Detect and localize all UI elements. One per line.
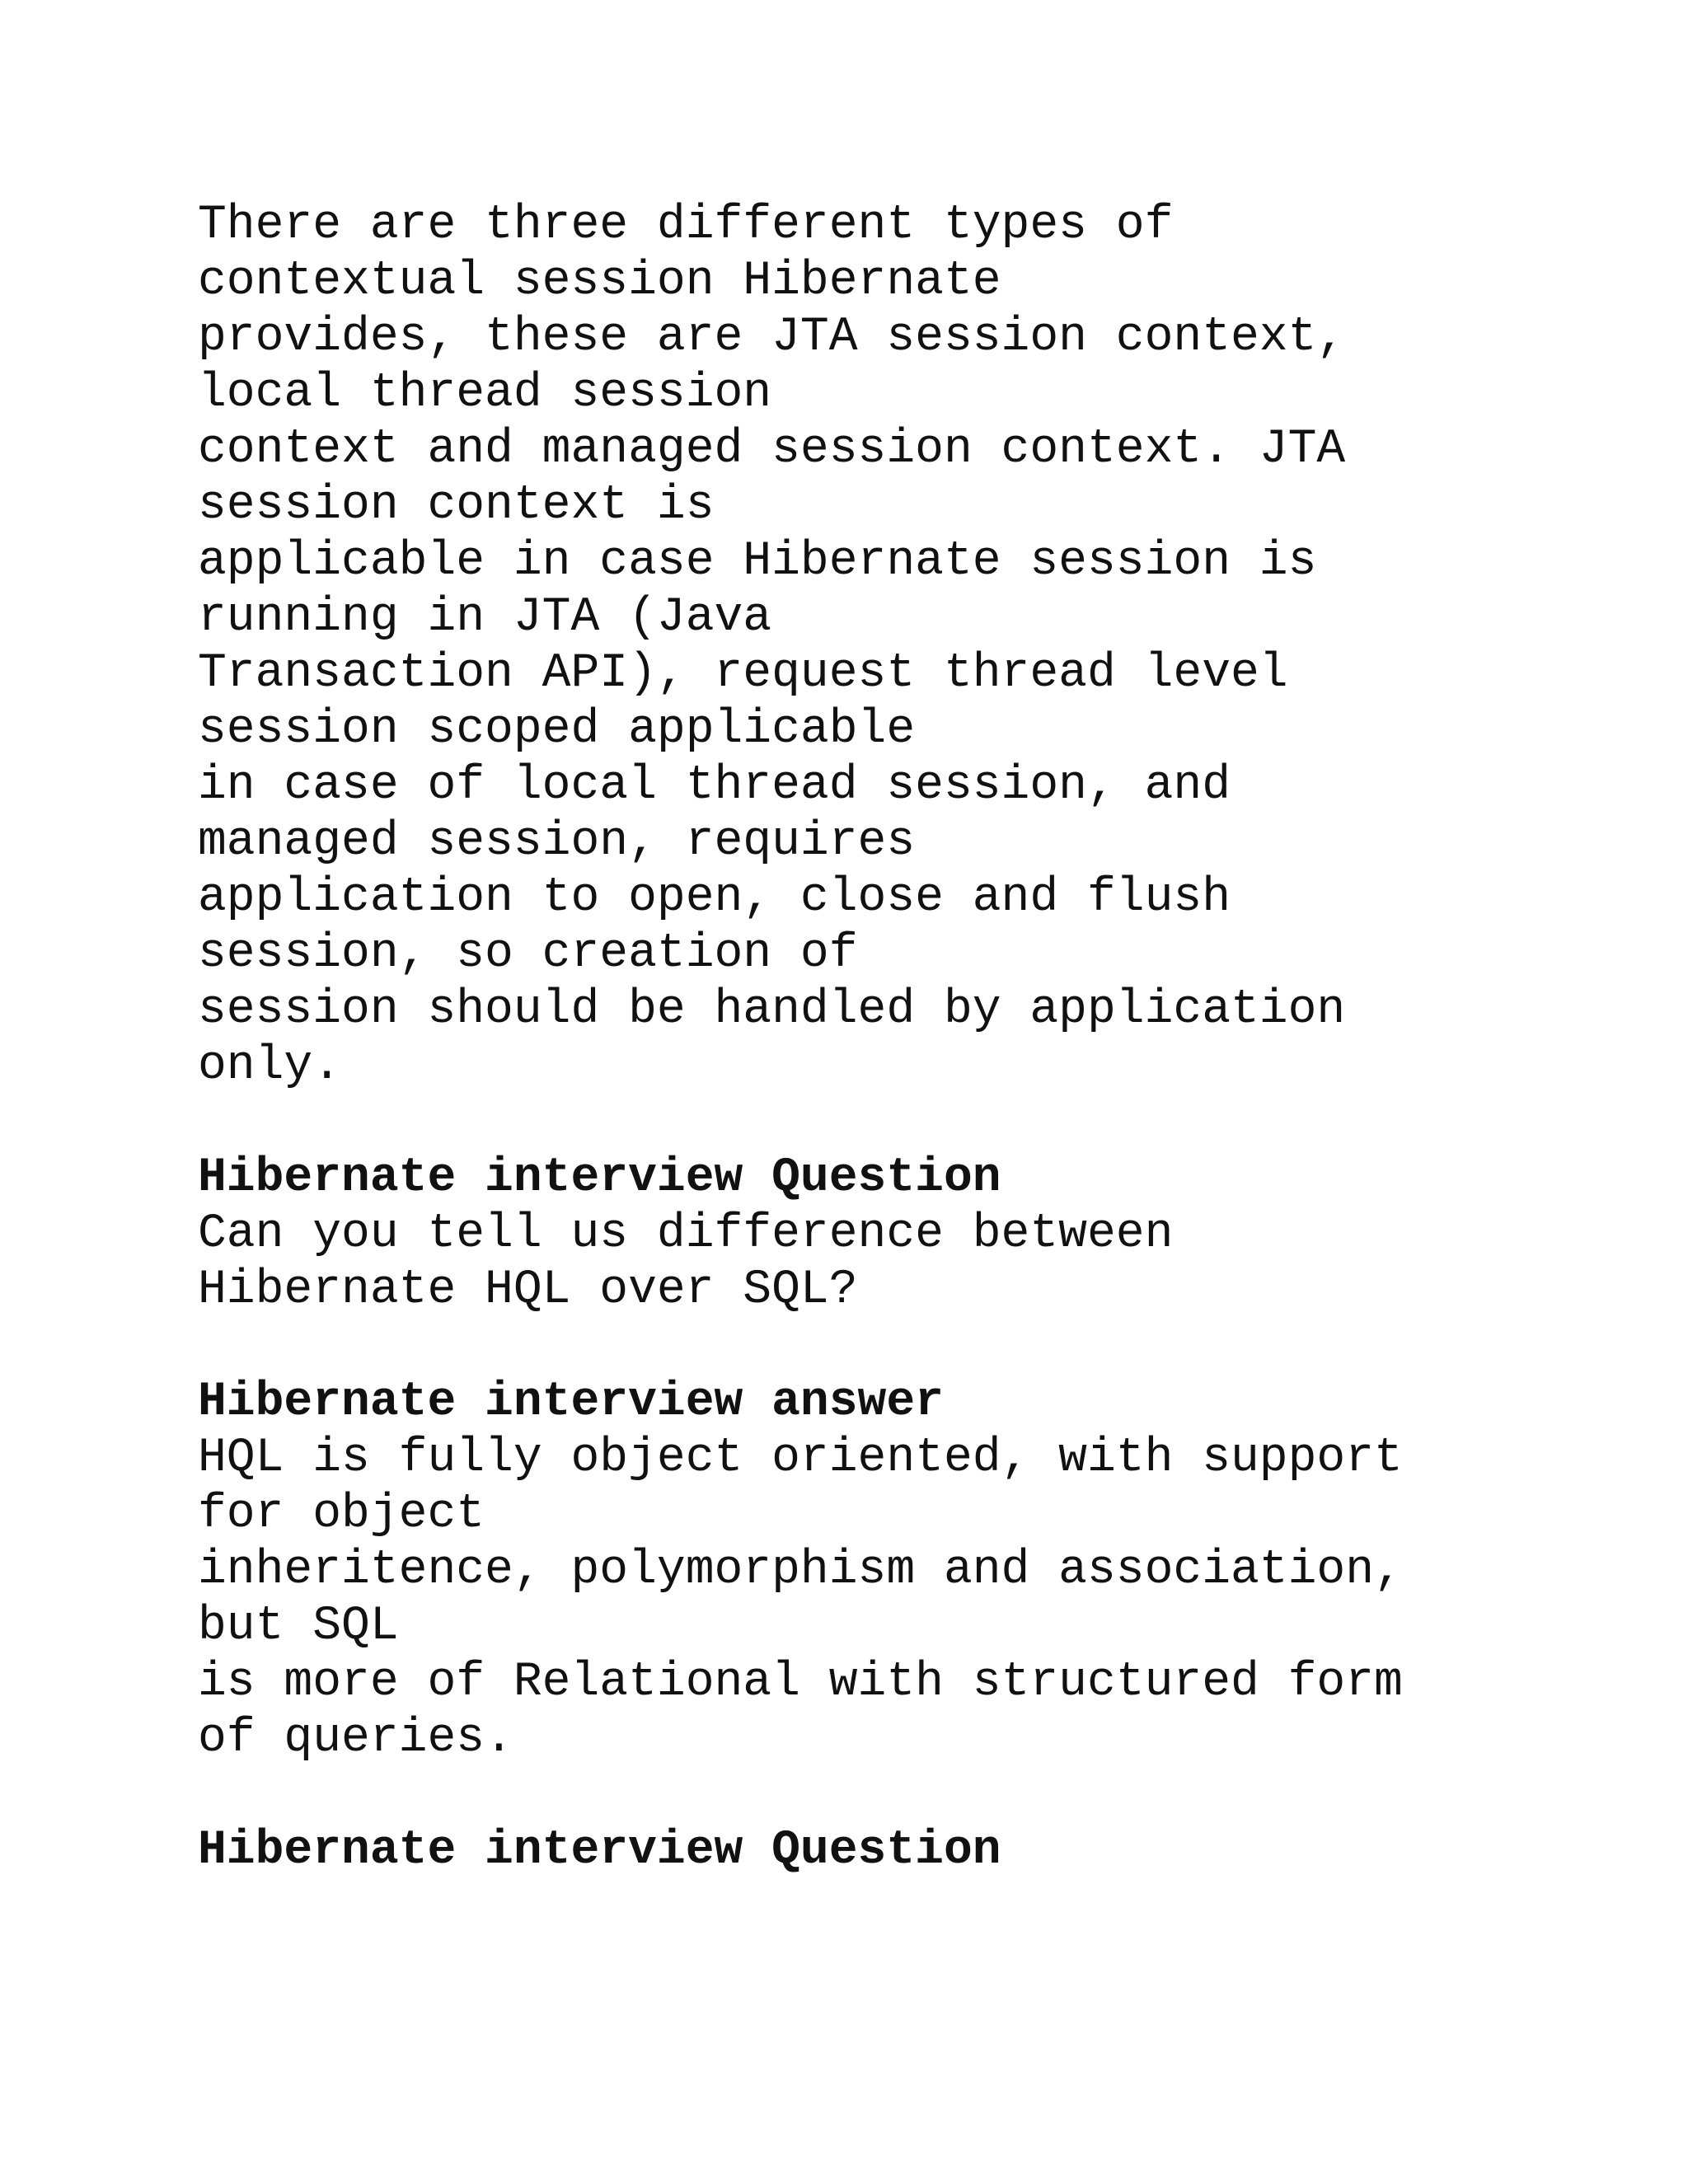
paragraph-line: session context is — [198, 479, 715, 532]
question-section — [198, 1823, 1665, 1879]
answer-heading: Hibernate interview answer — [198, 1376, 944, 1429]
paragraph-line: session should be handled by application — [198, 983, 1346, 1037]
paragraph-line: managed session, requires — [198, 815, 916, 869]
answer-line: inheritence, polymorphism and association, — [198, 1544, 1403, 1597]
answer-line: is more of Relational with structured form — [198, 1656, 1403, 1709]
paragraph-line: provides, these are JTA session context, — [198, 311, 1346, 364]
answer-line: of queries. — [198, 1712, 513, 1765]
question-line: Hibernate HQL over SQL? — [198, 1263, 858, 1317]
paragraph-line: Transaction API), request thread level — [198, 647, 1288, 701]
paragraph-spacer — [198, 1094, 1665, 1151]
answer-line: but SQL — [198, 1600, 399, 1653]
answer-line: for object — [198, 1488, 485, 1541]
question-line: Can you tell us difference between — [198, 1207, 1174, 1261]
question-section — [198, 1151, 1665, 1319]
paragraph-line: contextual session Hibernate — [198, 255, 1001, 308]
intro-paragraph — [198, 198, 1665, 1094]
paragraph-line: in case of local thread session, and — [198, 759, 1231, 813]
paragraph-line: application to open, close and flush — [198, 871, 1231, 925]
paragraph-line: context and managed session context. JTA — [198, 423, 1346, 476]
paragraph-spacer — [198, 1767, 1665, 1823]
paragraph-line: session scoped applicable — [198, 703, 916, 757]
answer-section — [198, 1375, 1665, 1767]
paragraph-line: only. — [198, 1039, 342, 1093]
paragraph-line: local thread session — [198, 367, 772, 420]
question-heading: Hibernate interview Question — [198, 1824, 1001, 1877]
paragraph-line: applicable in case Hibernate session is — [198, 535, 1317, 588]
paragraph-line: session, so creation of — [198, 927, 858, 981]
paragraph-line: There are three different types of — [198, 199, 1174, 252]
answer-line: HQL is fully object oriented, with support — [198, 1432, 1403, 1485]
paragraph-spacer — [198, 1319, 1665, 1375]
question-heading: Hibernate interview Question — [198, 1151, 1001, 1205]
document-body — [198, 198, 1665, 1879]
paragraph-line: running in JTA (Java — [198, 591, 772, 644]
